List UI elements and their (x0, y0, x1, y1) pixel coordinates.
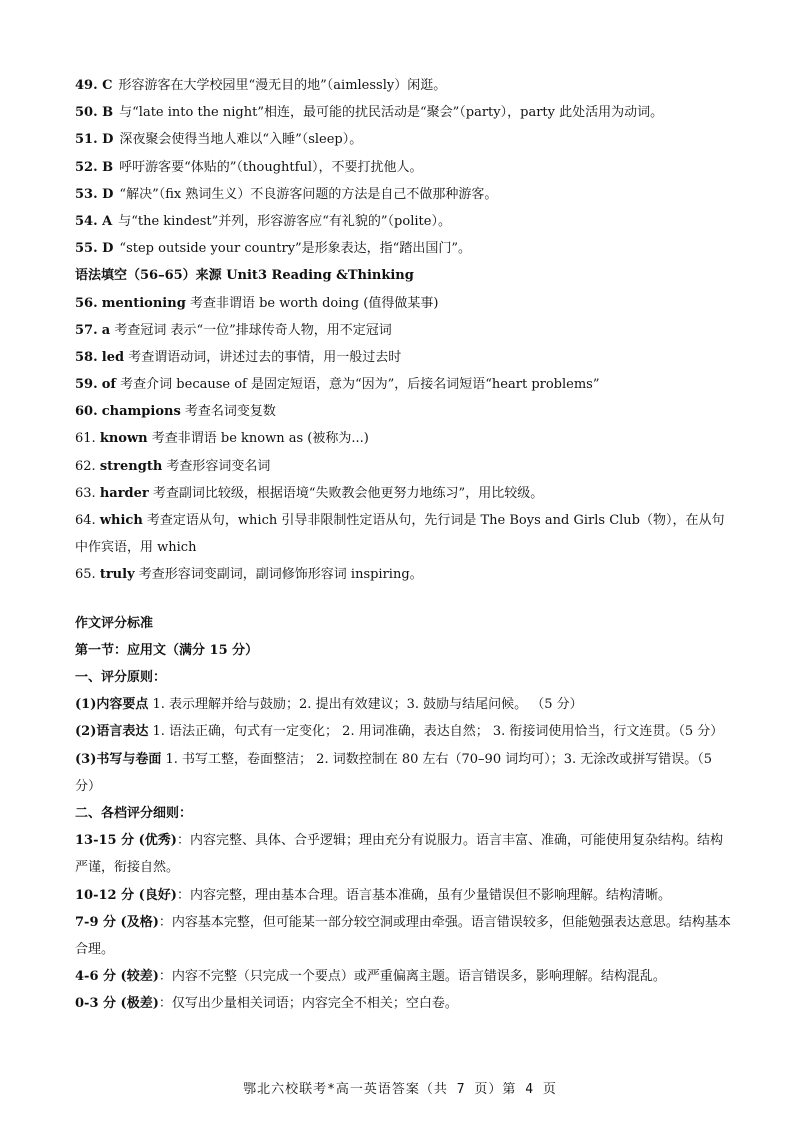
page-footer: 鄂北六校联考*高一英语答案（共 7 页）第 4 页 (243, 1082, 557, 1097)
level-poor: 4-6 分 (较差)：内容不完整（只完成一个要点）或严重偏离主题。语言错误多，影响理解。结构混乱。 (75, 969, 666, 985)
answer-54: 54. A 与“the kindest”并列，形容游客应“有礼貌的”（polite）。 (75, 213, 451, 229)
principle-writing: (3)书写与卷面 1. 书写工整，卷面整洁； 2. 词数控制在 80 左右（70–90 词均可）；3. 无涂改或拼写错误。（5 分） (75, 751, 713, 794)
principles-heading: 一、评分原则： (75, 669, 167, 685)
answer-53: 53. D “解决”（fix 熟词生义）不良游客问题的方法是自己不做那种游客。 (75, 186, 498, 202)
details-heading: 二、各档评分细则： (75, 805, 193, 821)
grammar-heading: 语法填空（56–65）来源 Unit3 Reading &Thinking (75, 268, 414, 284)
essay-section: 第一节：应用文（满分 15 分） (75, 642, 259, 658)
level-good: 10-12 分 (良好)：内容完整，理由基本合理。语言基本准确，虽有少量错误但不影响理解。结构清晰。 (75, 887, 671, 903)
level-very-poor: 0-3 分 (极差)：仅写出少量相关词语；内容完全不相关；空白卷。 (75, 996, 458, 1012)
answer-65: 65. truly 考查形容词变副词，副词修饰形容词 inspiring。 (75, 567, 423, 583)
answer-63: 63. harder 考查副词比较级，根据语境“失败教会他更努力地练习”，用比较级。 (75, 485, 544, 501)
principle-content: (1)内容要点 1. 表示理解并给与鼓励；2. 提出有效建议；3. 鼓励与结尾问候。 （5 分） (75, 697, 583, 713)
answer-57: 57. a 考查冠词 表示“一位”排球传奇人物，用不定冠词 (75, 322, 392, 338)
principle-language: (2)语言表达 1. 语法正确，句式有一定变化； 2. 用词准确，表达自然； 3. 衔接词使用恰当，行文连贯。（5 分） (75, 724, 724, 740)
answer-64: 64. which 考查定语从句，which 引导非限制性定语从句，先行词是 The Boys and Girls Club（物），在从句中作宾语，用 which (75, 513, 725, 556)
answer-page (75, 72, 735, 1018)
answer-56: 56. mentioning 考查非谓语 be worth doing (值得做某事) (75, 295, 439, 311)
answer-60: 60. champions 考查名词变复数 (75, 404, 276, 420)
answer-62: 62. strength 考查形容词变名词 (75, 458, 271, 474)
answer-49: 49. C 形容游客在大学校园里“漫无目的地”（aimlessly）闲逛。 (75, 78, 447, 93)
answer-58: 58. led 考查谓语动词，讲述过去的事情，用一般过去时 (75, 349, 402, 365)
level-excellent: 13-15 分 (优秀)：内容完整、具体、合乎逻辑；理由充分有说服力。语言丰富、准确，可能使用复杂结构。结构严谨，衔接自然。 (75, 833, 723, 876)
essay-title: 作文评分标准 (75, 615, 154, 631)
answer-55: 55. D “step outside your country”是形象表达，指“踏出国门”。 (75, 241, 471, 257)
answer-50: 50. B 与“late into the night”相连，最可能的扰民活动是“聚会”（party），party 此处活用为动词。 (75, 105, 664, 121)
answer-61: 61. known 考查非谓语 be known as (被称为...) (75, 431, 369, 447)
answer-59: 59. of 考查介词 because of 是固定短语，意为“因为”，后接名词短语“heart problems” (75, 377, 600, 393)
level-pass: 7-9 分 (及格)：内容基本完整，但可能某一部分较空洞或理由牵强。语言错误较多，但能勉强表达意思。结构基本合理。 (75, 914, 731, 957)
answer-51: 51. D 深夜聚会使得当地人难以“入睡”（sleep）。 (75, 132, 363, 148)
answer-52: 52. B 呼吁游客要“体贴的”（thoughtful），不要打扰他人。 (75, 159, 423, 175)
